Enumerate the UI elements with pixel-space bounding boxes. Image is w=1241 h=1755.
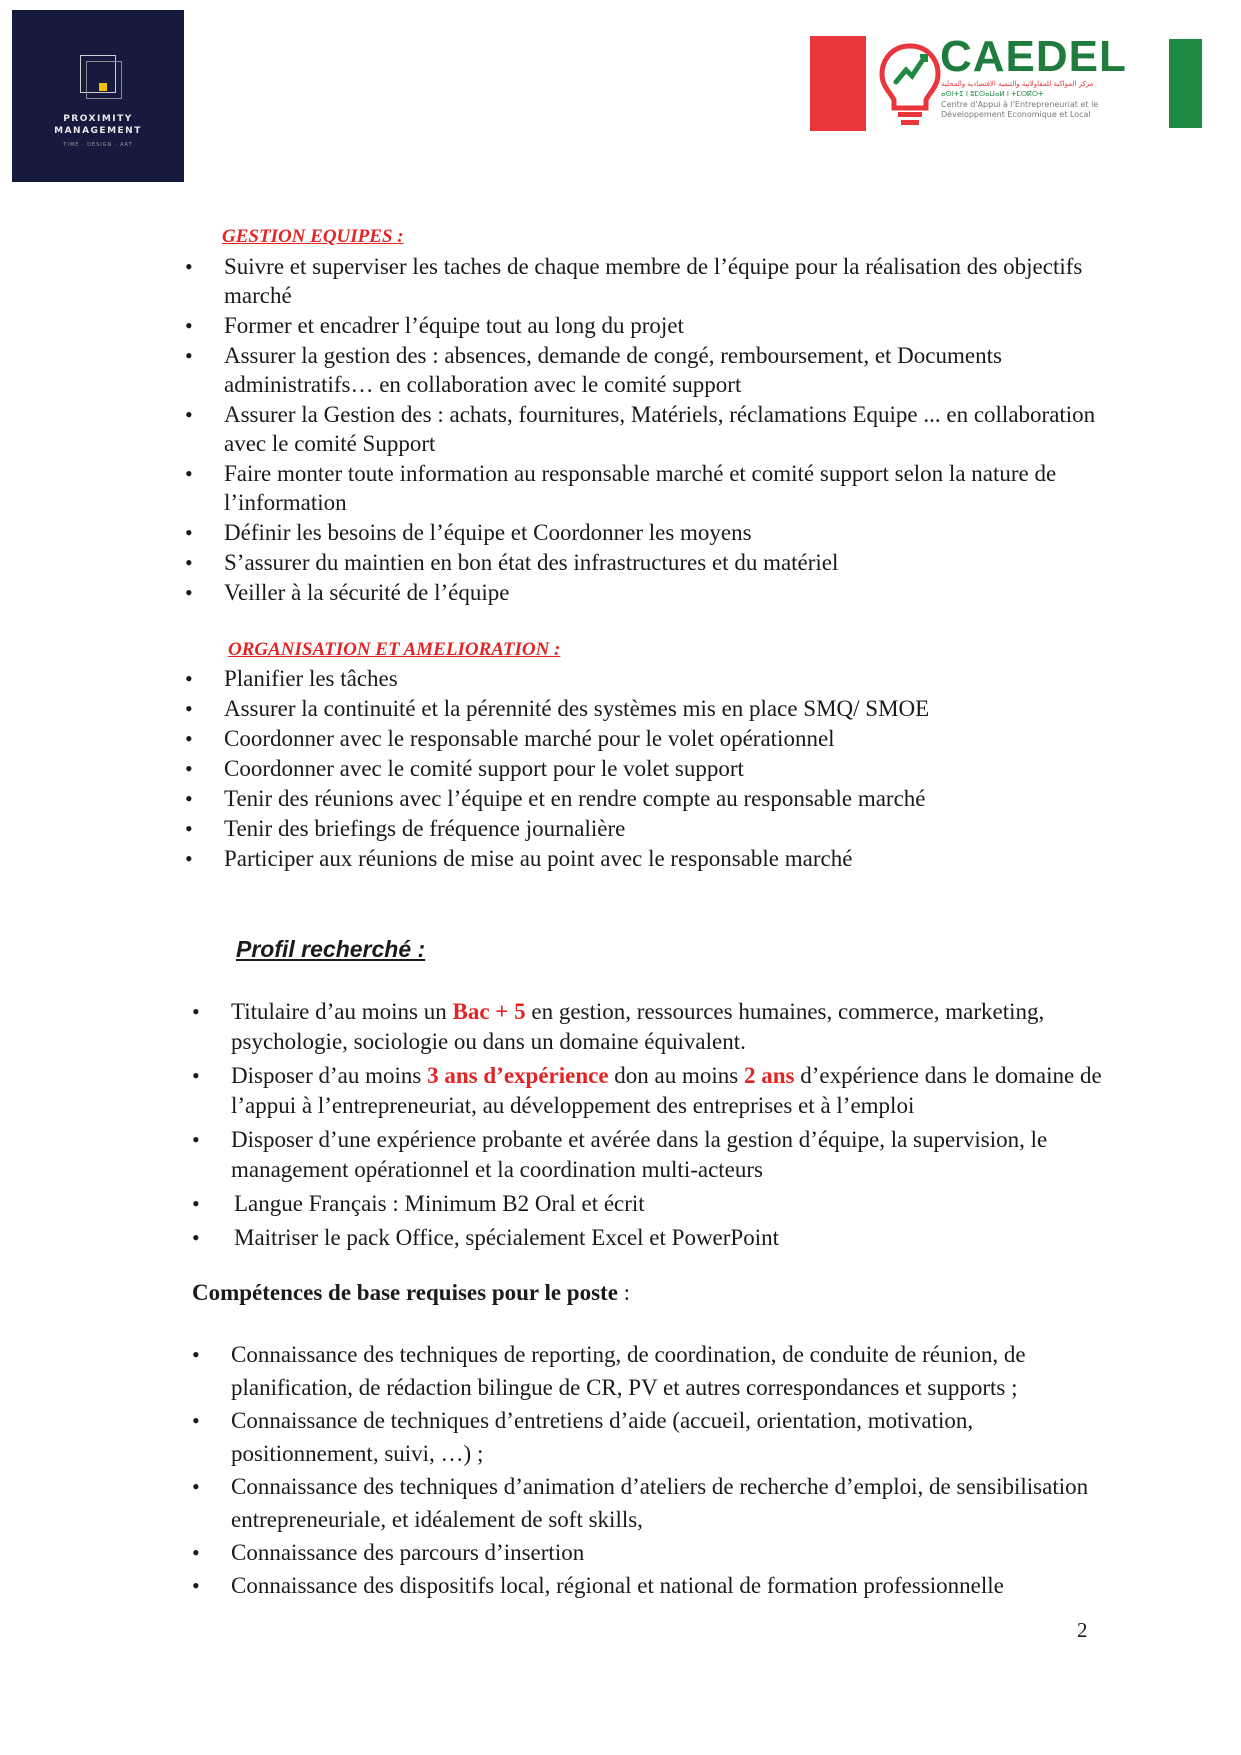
caedel-logo [810,32,1202,131]
caedel-green-band [1169,39,1202,128]
list-item: • Tenir des réunions avec l’équipe et en rendre compte au responsable marché [185,786,926,811]
list-item: • Connaissance de techniques d’entretiens d’aide (accueil, orientation, motivation, positionnement, suivi, …) ; [192,1408,974,1466]
list-item: • Participer aux réunions de mise au point avec le responsable marché [185,846,853,871]
organisation-list [185,664,1110,874]
lightbulb-icon [876,42,944,128]
caedel-arabic-text: مركز المواكبة للمقاولاتية والتنمية الاقتصادية والمحلية [941,80,1094,88]
proximity-management-logo [12,10,184,182]
list-item: • Disposer d’au moins 3 ans d’expérience don au moins 2 ans d’expérience dans le domaine de l’appui à l’entrepreneuriat, au développement des entreprises et à l’emploi [192,1063,1102,1118]
list-item: • Disposer d’une expérience probante et avérée dans la gestion d’équipe, la supervision, le management opérationnel et la coordination multi-acteurs [192,1127,1048,1182]
list-item: • S’assurer du maintien en bon état des infrastructures et du matériel [185,550,839,575]
profil-recherche-title: Profil recherché : [236,936,426,962]
competences-list [192,1338,1107,1602]
list-item: • Connaissance des parcours d’insertion [192,1540,585,1565]
logo-frame-shape-back [86,61,122,99]
gestion-equipes-list [185,252,1110,608]
list-item: • Planifier les tâches [185,666,398,691]
list-item: • Assurer la continuité et la pérennité des systèmes mis en place SMQ/ SMOE [185,696,930,721]
list-item: • Suivre et superviser les taches de chaque membre de l’équipe pour la réalisation des objectifs marché [185,254,1083,308]
caedel-name: CAEDEL [940,32,1127,81]
gestion-equipes-title: GESTION EQUIPES : [222,226,404,247]
list-item: • Connaissance des techniques de reporting, de coordination, de conduite de réunion, de planification, de rédaction bilingue de CR, PV et autres correspondances et supports ; [192,1342,1026,1400]
list-item: • Coordonner avec le comité support pour le volet support [185,756,744,781]
profil-list [192,997,1107,1257]
list-item: • Titulaire d’au moins un Bac + 5 en gestion, ressources humaines, commerce, marketing, psychologie, sociologie ou dans un domaine équivalent. [192,999,1045,1054]
list-item: • Langue Français : Minimum B2 Oral et écrit [192,1191,645,1216]
list-item: • Tenir des briefings de fréquence journalière [185,816,626,841]
list-item: • Assurer la gestion des : absences, demande de congé, remboursement, et Documents administratifs… en collaboration avec le comité support [185,343,1002,397]
logo-line-1: PROXIMITY [63,114,133,124]
competences-title: Compétences de base requises pour le poste : [192,1280,631,1305]
caedel-tifinagh-text: ⴰⵙⵏⵜⵉ ⵏ ⵓⵎⵙⴰⵡⴰⵍ ⵏ ⵜⵎⵙⴽⵔⵜ [941,90,1044,98]
list-item: • Connaissance des techniques d’animation d’ateliers de recherche d’emploi, de sensibilisation entrepreneuriale, et idéalement de soft skills, [192,1474,1089,1532]
list-item: • Veiller à la sécurité de l’équipe [185,580,510,605]
caedel-subtitle-1: Centre d'Appui à l'Entrepreneuriat et le [941,100,1099,109]
list-item: • Définir les besoins de l’équipe et Coordonner les moyens [185,520,752,545]
list-item: • Maitriser le pack Office, spécialement Excel et PowerPoint [192,1225,779,1250]
logo-yellow-square [99,83,107,91]
logo-tagline: TIME · DESIGN · ART [63,142,133,148]
caedel-red-band [810,36,866,131]
organisation-title: ORGANISATION ET AMELIORATION : [228,639,561,660]
caedel-subtitle-2: Développement Economique et Local [941,110,1091,119]
list-item: • Connaissance des dispositifs local, régional et national de formation professionnelle [192,1573,1004,1598]
page-number: 2 [1077,1618,1088,1642]
logo-line-2: MANAGEMENT [54,126,142,136]
list-item: • Assurer la Gestion des : achats, fournitures, Matériels, réclamations Equipe ... en collaboration avec le comité Support [185,402,1096,456]
list-item: • Coordonner avec le responsable marché pour le volet opérationnel [185,726,835,751]
list-item: • Former et encadrer l’équipe tout au long du projet [185,313,684,338]
list-item: • Faire monter toute information au responsable marché et comité support selon la nature de l’information [185,461,1057,515]
